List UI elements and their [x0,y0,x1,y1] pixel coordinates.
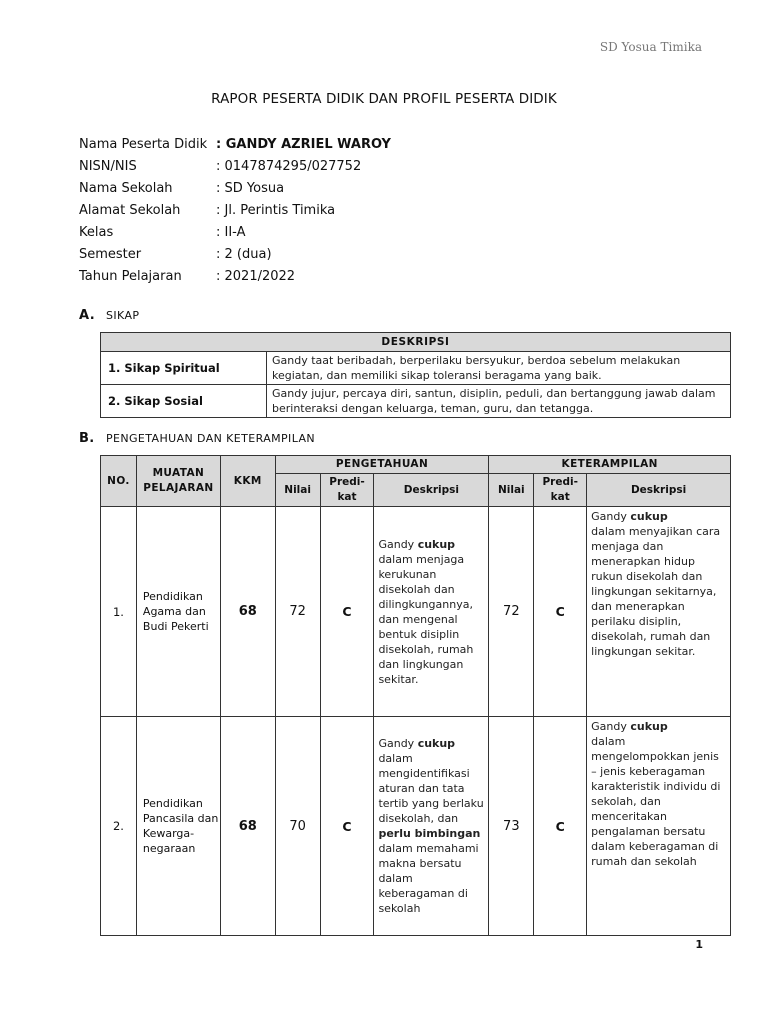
col-header-deskripsi: Deskripsi [587,474,731,507]
info-label: Semester [79,247,142,262]
page-number: 1 [695,938,703,951]
table-row [101,717,731,936]
col-header-nilai: Nilai [275,474,320,507]
col-header-deskripsi: Deskripsi [374,474,489,507]
desc-text: Gandy [378,537,418,551]
subject-line: Budi Pekerti [142,620,209,633]
subject-line: negaraan [142,842,196,855]
subject-line: Agama dan [142,605,206,618]
desc-text: dalam menyajikan cara menjaga dan menerapkan hidup rukun disekolah dan lingkungan sekitarnya, dan menerapkan perilaku disiplin, disekolah, rumah dan lingkungan sekitar. [591,525,721,658]
grades-table [100,455,731,936]
col-header-predikat-line: kat [337,491,357,503]
col-header-keterampilan: KETERAMPILAN [489,456,731,474]
desc-emphasis: cukup [630,720,668,733]
kkm-value: 68 [220,507,275,717]
row-number: 1. [101,507,137,717]
desc-text: dalam mengelompokkan jenis – jenis keberagaman karakteristik individu di sekolah, dan menceritakan pengalaman bersatu dalam keberagaman di rumah dan sekolah [591,735,721,868]
desc-emphasis: cukup [630,510,668,523]
keterampilan-nilai: 73 [489,717,534,936]
info-value: : 2 (dua) [216,247,272,262]
col-header-predikat [320,474,374,507]
desc-emphasis: perlu bimbingan [378,827,481,840]
info-value: : 2021/2022 [216,269,296,284]
pengetahuan-nilai: 72 [275,507,320,717]
col-header-muatan-line: PELAJARAN [143,482,214,494]
desc-emphasis: cukup [417,737,456,750]
sikap-aspect: 1. Sikap Spiritual [101,352,267,385]
pengetahuan-predikat: C [320,717,374,936]
subject-name [136,507,220,717]
subject-line: Pancasila dan [142,812,219,825]
col-header-predikat-line: Predi- [542,476,578,488]
desc-text: dalam memahami makna bersatu dalam keberagaman di sekolah [378,842,479,915]
info-value: : GANDY AZRIEL WAROY [216,137,391,152]
keterampilan-deskripsi [587,507,731,717]
col-header-kkm: KKM [220,456,275,507]
section-b-heading [79,431,315,446]
col-header-nilai: Nilai [489,474,534,507]
table-row [101,385,731,418]
pengetahuan-deskripsi [374,717,489,936]
sikap-header: DESKRIPSI [101,333,731,352]
pengetahuan-nilai: 70 [275,717,320,936]
subject-line: Kewarga- [142,827,195,840]
keterampilan-predikat: C [534,507,587,717]
section-title: SIKAP [106,309,140,322]
desc-text: dalam mengidentifikasi aturan dan tata tertib yang berlaku disekolah, dan [378,752,484,825]
desc-text: dalam menjaga kerukunan disekolah dan dilingkungannya, dan mengenal bentuk disiplin disekolah, rumah dan lingkungan sekitar. [378,552,474,686]
col-header-muatan [136,456,220,507]
keterampilan-deskripsi [587,717,731,936]
info-value: : 0147874295/027752 [216,159,362,174]
subject-line: Pendidikan [142,797,203,810]
pengetahuan-predikat: C [320,507,374,717]
desc-emphasis: cukup [417,537,456,551]
row-number: 2. [101,717,137,936]
sikap-description: Gandy taat beribadah, berperilaku bersyukur, berdoa sebelum melakukan kegiatan, dan memiliki sikap toleransi beragama yang baik. [267,352,731,385]
col-header-pengetahuan: PENGETAHUAN [275,456,489,474]
subject-line: Pendidikan [142,590,203,603]
info-value: : SD Yosua [216,181,285,196]
info-label: Alamat Sekolah [79,203,181,218]
sikap-aspect: 2. Sikap Sosial [101,385,267,418]
col-header-muatan-line: MUATAN [152,467,205,479]
pengetahuan-deskripsi [374,507,489,717]
keterampilan-predikat: C [534,717,587,936]
kkm-value: 68 [220,717,275,936]
desc-text: Gandy [591,510,631,523]
info-label: Tahun Pelajaran [79,269,182,284]
sikap-description: Gandy jujur, percaya diri, santun, disiplin, peduli, dan bertanggung jawab dalam berinteraksi dengan keluarga, teman, guru, dan tetangga. [267,385,731,418]
desc-text: Gandy [591,720,631,733]
col-header-predikat [534,474,587,507]
section-letter: A. [79,308,96,323]
info-label: Kelas [79,225,114,240]
section-a-heading [79,308,139,323]
info-value: : II-A [216,225,246,240]
document-header: SD Yosua Timika [599,40,702,54]
sikap-table [100,332,731,418]
table-row [101,507,731,717]
table-row [101,352,731,385]
desc-text: Gandy [378,737,418,750]
info-label: NISN/NIS [79,159,137,174]
col-header-no: NO. [101,456,137,507]
col-header-predikat-line: kat [550,491,570,503]
info-value: : Jl. Perintis Timika [216,203,336,218]
col-header-predikat-line: Predi- [329,476,365,488]
info-label: Nama Peserta Didik [79,137,208,152]
subject-name [136,717,220,936]
document-title: RAPOR PESERTA DIDIK DAN PROFIL PESERTA DIDIK [211,91,557,107]
section-title: PENGETAHUAN DAN KETERAMPILAN [106,432,316,445]
section-letter: B. [79,431,95,446]
keterampilan-nilai: 72 [489,507,534,717]
info-label: Nama Sekolah [79,181,173,196]
